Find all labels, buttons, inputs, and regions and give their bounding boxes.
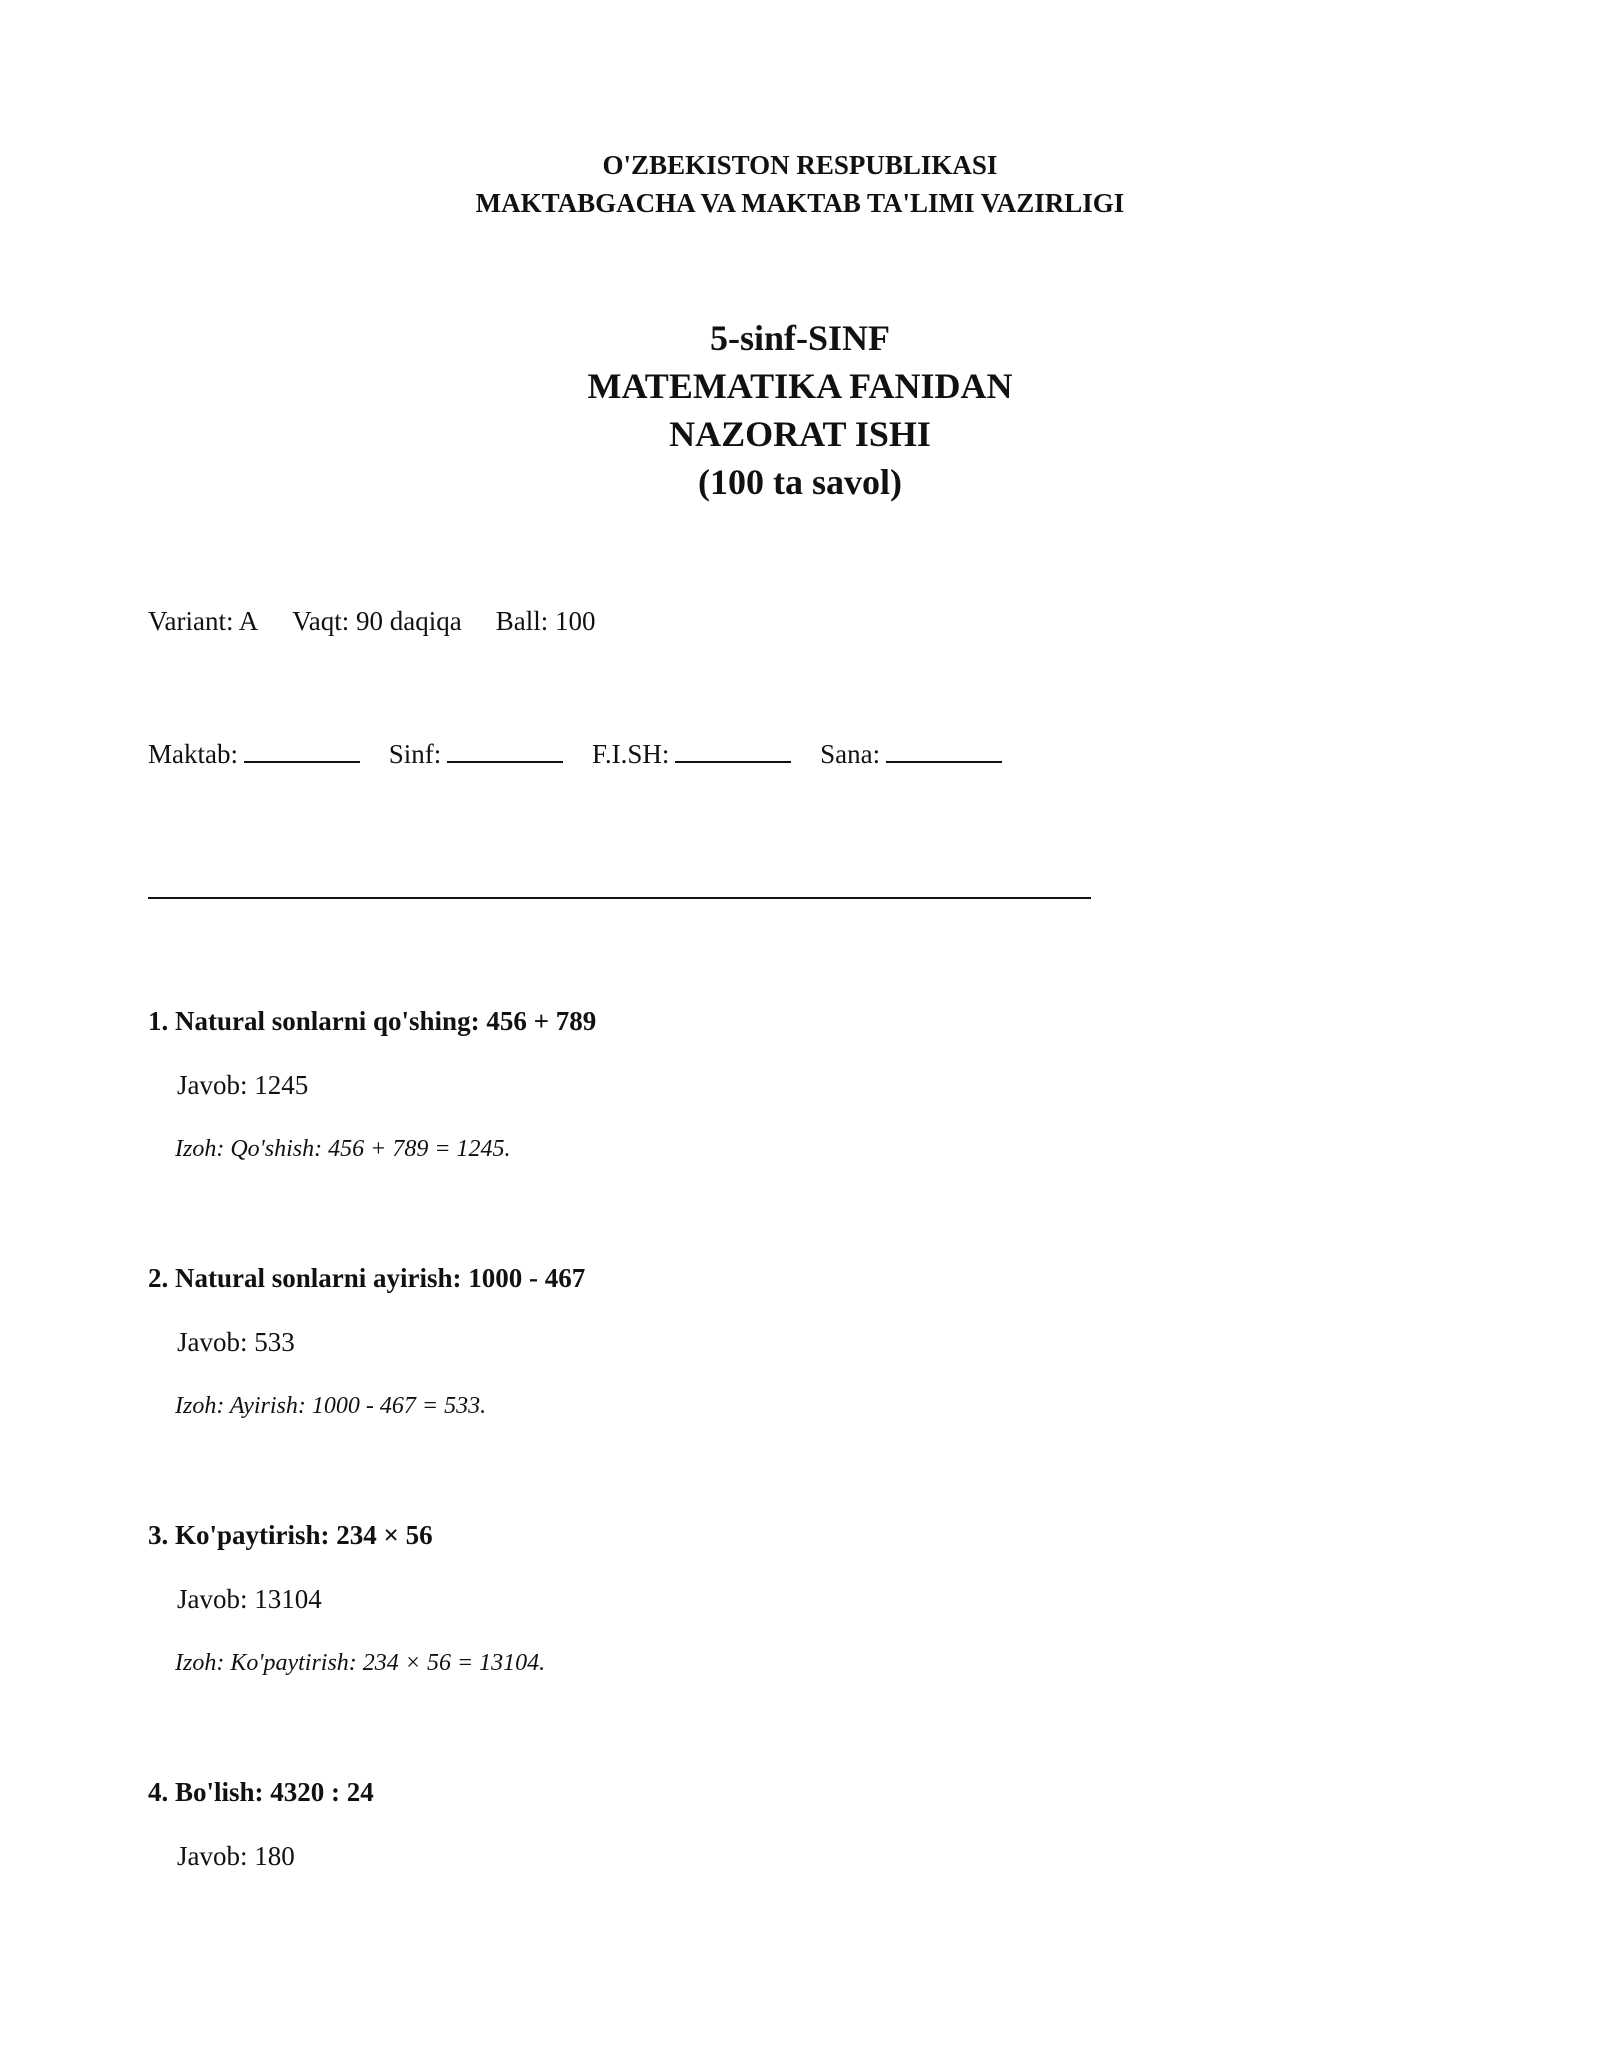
ministry-line-1: O'ZBEKISTON RESPUBLIKASI [602, 150, 998, 180]
title-kind: NAZORAT ISHI [669, 414, 931, 454]
time-label: Vaqt: 90 daqiqa [292, 606, 462, 636]
question-answer: Javob: 180 [177, 1841, 295, 1871]
class-field-blank [447, 739, 563, 763]
question-title: 2. Natural sonlarni ayirish: 1000 - 467 [148, 1263, 586, 1293]
school-field-label: Maktab: [148, 739, 238, 769]
ministry-line-2: MAKTABGACHA VA MAKTAB TA'LIMI VAZIRLIGI [475, 188, 1125, 218]
name-field-label: F.I.SH: [592, 739, 670, 769]
title-question-count: (100 ta savol) [698, 462, 902, 502]
question-2 [148, 1260, 1448, 1422]
ministry-header [0, 146, 1600, 222]
section-divider [148, 897, 1091, 899]
question-title: 1. Natural sonlarni qo'shing: 456 + 789 [148, 1006, 597, 1036]
question-answer: Javob: 13104 [177, 1584, 322, 1614]
question-title: 4. Bo'lish: 4320 : 24 [148, 1777, 374, 1807]
question-answer: Javob: 533 [177, 1327, 295, 1357]
question-note: Izoh: Ko'paytirish: 234 × 56 = 13104. [175, 1650, 546, 1676]
question-1 [148, 1003, 1448, 1165]
name-field-blank [675, 739, 791, 763]
school-field [148, 736, 360, 772]
date-field-blank [886, 739, 1002, 763]
name-field [592, 736, 791, 772]
question-title: 3. Ko'paytirish: 234 × 56 [148, 1520, 433, 1550]
variant-label: Variant: A [148, 606, 259, 636]
class-field [389, 736, 564, 772]
question-note: Izoh: Qo'shish: 456 + 789 = 1245. [175, 1136, 511, 1162]
question-4 [148, 1774, 1448, 1874]
question-answer: Javob: 1245 [177, 1070, 309, 1100]
title-subject: MATEMATIKA FANIDAN [587, 366, 1013, 406]
title-grade: 5-sinf-SINF [709, 318, 891, 358]
document-title [0, 314, 1600, 506]
question-3 [148, 1517, 1448, 1679]
question-note: Izoh: Ayirish: 1000 - 467 = 533. [175, 1393, 487, 1419]
student-fields [148, 736, 1024, 772]
date-field-label: Sana: [820, 739, 881, 769]
score-label: Ball: 100 [495, 606, 596, 636]
school-field-blank [244, 739, 360, 763]
class-field-label: Sinf: [388, 739, 442, 769]
exam-meta [148, 603, 595, 639]
date-field [820, 736, 1002, 772]
